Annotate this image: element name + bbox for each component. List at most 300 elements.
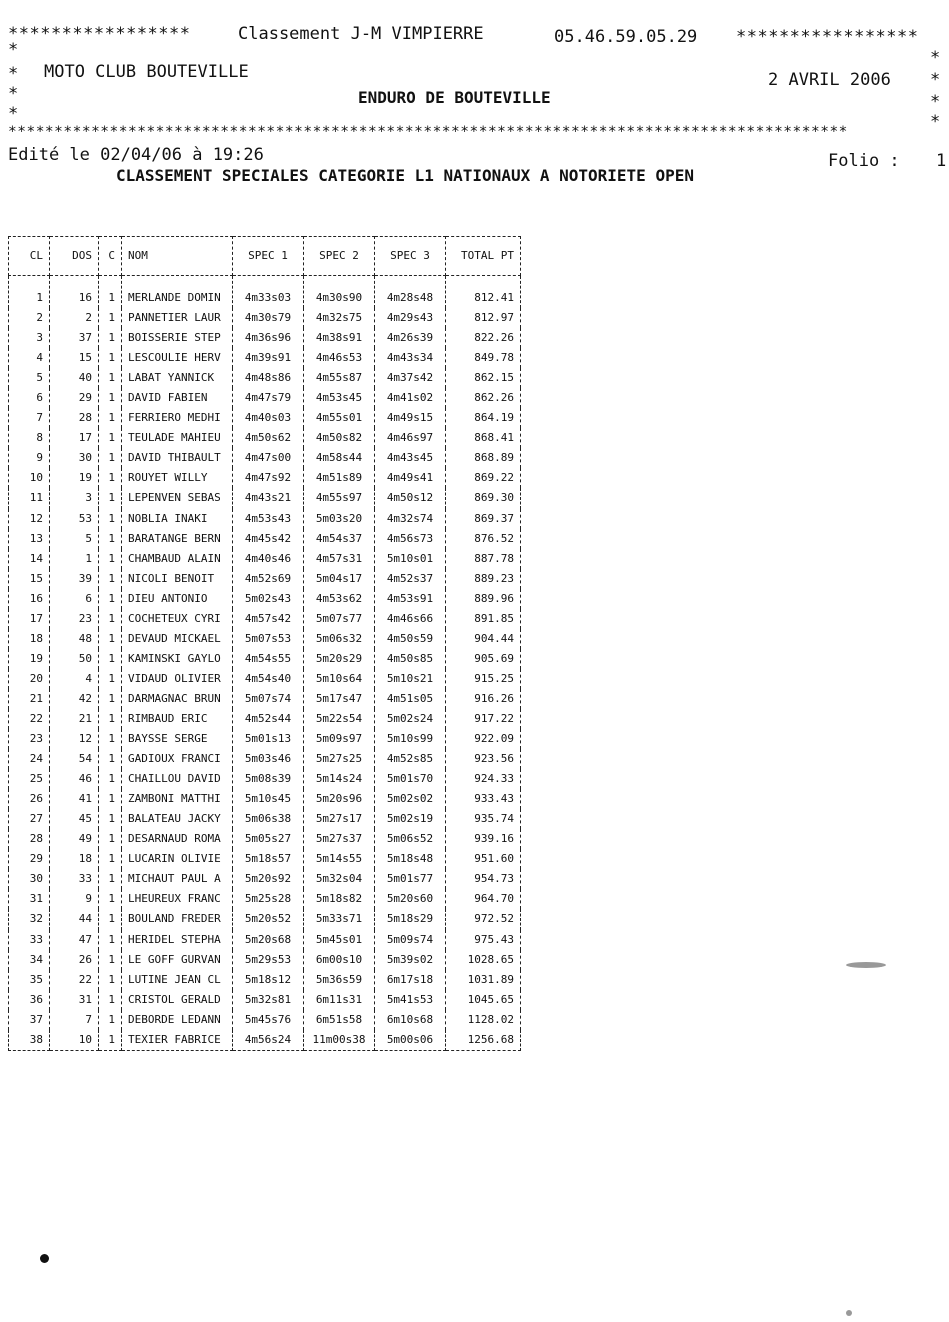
cell-spec3: 4m32s74 xyxy=(375,509,446,529)
cell-dos: 16 xyxy=(50,276,99,309)
cell-nom: DAVID FABIEN xyxy=(122,388,233,408)
scan-speck xyxy=(846,962,886,968)
cell-total: 939.16 xyxy=(446,829,521,849)
cell-total: 868.89 xyxy=(446,448,521,468)
cell-c: 1 xyxy=(99,509,122,529)
cell-nom: BOISSERIE STEP xyxy=(122,328,233,348)
table-row xyxy=(9,829,521,849)
cell-dos: 6 xyxy=(50,589,99,609)
cell-spec3: 4m26s39 xyxy=(375,328,446,348)
cell-spec2: 11m00s38 xyxy=(304,1030,375,1051)
cell-spec1: 5m07s74 xyxy=(233,689,304,709)
cell-cl: 38 xyxy=(9,1030,50,1051)
cell-spec3: 5m10s21 xyxy=(375,669,446,689)
cell-dos: 30 xyxy=(50,448,99,468)
cell-total: 954.73 xyxy=(446,869,521,889)
cell-c: 1 xyxy=(99,769,122,789)
table-row xyxy=(9,689,521,709)
cell-dos: 42 xyxy=(50,689,99,709)
cell-total: 849.78 xyxy=(446,348,521,368)
cell-nom: BALATEAU JACKY xyxy=(122,809,233,829)
cell-c: 1 xyxy=(99,328,122,348)
table-row xyxy=(9,909,521,929)
cell-cl: 27 xyxy=(9,809,50,829)
cell-total: 1028.65 xyxy=(446,950,521,970)
cell-spec2: 6m00s10 xyxy=(304,950,375,970)
table-row xyxy=(9,549,521,569)
cell-c: 1 xyxy=(99,488,122,508)
cell-cl: 17 xyxy=(9,609,50,629)
cell-cl: 23 xyxy=(9,729,50,749)
event-date: 2 AVRIL 2006 xyxy=(768,70,891,90)
cell-nom: ZAMBONI MATTHI xyxy=(122,789,233,809)
col-header-c: C xyxy=(99,237,122,276)
cell-spec1: 4m52s44 xyxy=(233,709,304,729)
cell-spec2: 4m38s91 xyxy=(304,328,375,348)
cell-dos: 22 xyxy=(50,970,99,990)
results-body xyxy=(9,276,521,1051)
border-star: * xyxy=(930,112,941,132)
cell-spec3: 5m10s99 xyxy=(375,729,446,749)
cell-spec3: 5m09s74 xyxy=(375,930,446,950)
col-header-total: TOTAL PT xyxy=(446,237,521,276)
cell-nom: DARMAGNAC BRUN xyxy=(122,689,233,709)
cell-total: 964.70 xyxy=(446,889,521,909)
cell-total: 951.60 xyxy=(446,849,521,869)
cell-spec2: 5m14s24 xyxy=(304,769,375,789)
cell-spec2: 5m27s17 xyxy=(304,809,375,829)
cell-nom: CRISTOL GERALD xyxy=(122,990,233,1010)
table-row xyxy=(9,328,521,348)
cell-spec3: 4m29s43 xyxy=(375,308,446,328)
cell-spec3: 4m28s48 xyxy=(375,276,446,309)
table-row xyxy=(9,749,521,769)
cell-c: 1 xyxy=(99,930,122,950)
table-row xyxy=(9,1010,521,1030)
cell-cl: 3 xyxy=(9,328,50,348)
cell-nom: DESARNAUD ROMA xyxy=(122,829,233,849)
cell-c: 1 xyxy=(99,669,122,689)
club-name: MOTO CLUB BOUTEVILLE xyxy=(44,62,249,82)
cell-spec1: 5m03s46 xyxy=(233,749,304,769)
cell-c: 1 xyxy=(99,448,122,468)
cell-spec2: 4m53s62 xyxy=(304,589,375,609)
cell-cl: 26 xyxy=(9,789,50,809)
cell-total: 869.22 xyxy=(446,468,521,488)
cell-c: 1 xyxy=(99,629,122,649)
cell-c: 1 xyxy=(99,549,122,569)
cell-spec2: 5m17s47 xyxy=(304,689,375,709)
cell-spec1: 4m47s92 xyxy=(233,468,304,488)
table-row xyxy=(9,428,521,448)
cell-nom: ROUYET WILLY xyxy=(122,468,233,488)
cell-spec3: 4m43s45 xyxy=(375,448,446,468)
cell-nom: COCHETEUX CYRI xyxy=(122,609,233,629)
cell-cl: 7 xyxy=(9,408,50,428)
cell-spec1: 5m45s76 xyxy=(233,1010,304,1030)
cell-nom: CHAILLOU DAVID xyxy=(122,769,233,789)
cell-cl: 18 xyxy=(9,629,50,649)
cell-nom: MERLANDE DOMIN xyxy=(122,276,233,309)
cell-c: 1 xyxy=(99,348,122,368)
table-row xyxy=(9,629,521,649)
cell-dos: 47 xyxy=(50,930,99,950)
cell-dos: 41 xyxy=(50,789,99,809)
event-title: ENDURO DE BOUTEVILLE xyxy=(358,88,551,107)
scan-speck xyxy=(846,1310,852,1316)
cell-spec2: 6m51s58 xyxy=(304,1010,375,1030)
table-row xyxy=(9,368,521,388)
cell-nom: GADIOUX FRANCI xyxy=(122,749,233,769)
cell-spec2: 4m55s01 xyxy=(304,408,375,428)
table-row xyxy=(9,609,521,629)
cell-dos: 15 xyxy=(50,348,99,368)
border-star: * xyxy=(930,70,941,90)
cell-spec2: 5m09s97 xyxy=(304,729,375,749)
cell-spec3: 5m18s48 xyxy=(375,849,446,869)
table-row xyxy=(9,669,521,689)
cell-spec3: 4m49s41 xyxy=(375,468,446,488)
cell-nom: BOULAND FREDER xyxy=(122,909,233,929)
cell-spec2: 4m55s87 xyxy=(304,368,375,388)
results-table xyxy=(8,236,521,1051)
cell-spec3: 4m51s05 xyxy=(375,689,446,709)
cell-spec3: 6m17s18 xyxy=(375,970,446,990)
cell-c: 1 xyxy=(99,408,122,428)
cell-spec1: 5m29s53 xyxy=(233,950,304,970)
table-row xyxy=(9,729,521,749)
cell-c: 1 xyxy=(99,869,122,889)
cell-spec2: 4m32s75 xyxy=(304,308,375,328)
cell-c: 1 xyxy=(99,849,122,869)
table-row xyxy=(9,930,521,950)
cell-spec2: 5m18s82 xyxy=(304,889,375,909)
scan-speck xyxy=(40,1254,49,1263)
table-row xyxy=(9,1030,521,1051)
cell-cl: 36 xyxy=(9,990,50,1010)
folio-value: 1 xyxy=(936,151,947,171)
cell-nom: LHEUREUX FRANC xyxy=(122,889,233,909)
cell-nom: DEVAUD MICKAEL xyxy=(122,629,233,649)
cell-total: 868.41 xyxy=(446,428,521,448)
table-row xyxy=(9,889,521,909)
cell-spec1: 4m54s40 xyxy=(233,669,304,689)
cell-total: 923.56 xyxy=(446,749,521,769)
cell-total: 889.23 xyxy=(446,569,521,589)
cell-cl: 32 xyxy=(9,909,50,929)
cell-spec3: 5m02s19 xyxy=(375,809,446,829)
cell-spec2: 5m32s04 xyxy=(304,869,375,889)
cell-nom: BARATANGE BERN xyxy=(122,529,233,549)
cell-total: 862.15 xyxy=(446,368,521,388)
cell-cl: 20 xyxy=(9,669,50,689)
cell-spec3: 4m52s85 xyxy=(375,749,446,769)
cell-spec3: 5m01s70 xyxy=(375,769,446,789)
cell-dos: 9 xyxy=(50,889,99,909)
cell-spec3: 4m50s59 xyxy=(375,629,446,649)
cell-nom: NOBLIA INAKI xyxy=(122,509,233,529)
cell-cl: 22 xyxy=(9,709,50,729)
table-row xyxy=(9,849,521,869)
cell-spec1: 5m01s13 xyxy=(233,729,304,749)
cell-spec1: 4m40s03 xyxy=(233,408,304,428)
cell-spec3: 4m37s42 xyxy=(375,368,446,388)
cell-cl: 33 xyxy=(9,930,50,950)
cell-c: 1 xyxy=(99,468,122,488)
category-title: CLASSEMENT SPECIALES CATEGORIE L1 NATIONAUX A NOTORIETE OPEN xyxy=(116,166,694,185)
table-row xyxy=(9,308,521,328)
cell-nom: VIDAUD OLIVIER xyxy=(122,669,233,689)
cell-dos: 26 xyxy=(50,950,99,970)
cell-cl: 9 xyxy=(9,448,50,468)
cell-spec1: 5m20s52 xyxy=(233,909,304,929)
cell-spec2: 4m50s82 xyxy=(304,428,375,448)
cell-spec2: 4m57s31 xyxy=(304,549,375,569)
cell-spec1: 4m45s42 xyxy=(233,529,304,549)
cell-total: 864.19 xyxy=(446,408,521,428)
cell-spec2: 4m46s53 xyxy=(304,348,375,368)
cell-spec2: 5m20s96 xyxy=(304,789,375,809)
cell-spec3: 4m46s97 xyxy=(375,428,446,448)
cell-dos: 12 xyxy=(50,729,99,749)
cell-spec1: 5m05s27 xyxy=(233,829,304,849)
cell-c: 1 xyxy=(99,529,122,549)
cell-total: 915.25 xyxy=(446,669,521,689)
cell-total: 975.43 xyxy=(446,930,521,950)
border-star: * xyxy=(8,84,19,104)
cell-dos: 40 xyxy=(50,368,99,388)
cell-total: 891.85 xyxy=(446,609,521,629)
table-row xyxy=(9,488,521,508)
cell-spec3: 4m49s15 xyxy=(375,408,446,428)
cell-c: 1 xyxy=(99,609,122,629)
table-row xyxy=(9,649,521,669)
cell-total: 935.74 xyxy=(446,809,521,829)
cell-dos: 18 xyxy=(50,849,99,869)
col-header-nom: NOM xyxy=(122,237,233,276)
edited-date: Edité le 02/04/06 à 19:26 xyxy=(8,145,264,165)
cell-c: 1 xyxy=(99,368,122,388)
cell-spec3: 5m20s60 xyxy=(375,889,446,909)
cell-c: 1 xyxy=(99,1010,122,1030)
cell-total: 887.78 xyxy=(446,549,521,569)
cell-dos: 45 xyxy=(50,809,99,829)
border-star: * xyxy=(930,92,941,112)
cell-spec1: 4m47s00 xyxy=(233,448,304,468)
cell-dos: 48 xyxy=(50,629,99,649)
cell-spec2: 5m07s77 xyxy=(304,609,375,629)
cell-nom: TEXIER FABRICE xyxy=(122,1030,233,1051)
border-star: * xyxy=(930,48,941,68)
cell-total: 905.69 xyxy=(446,649,521,669)
cell-spec3: 5m10s01 xyxy=(375,549,446,569)
cell-cl: 12 xyxy=(9,509,50,529)
cell-nom: TEULADE MAHIEU xyxy=(122,428,233,448)
cell-c: 1 xyxy=(99,1030,122,1051)
cell-spec3: 4m53s91 xyxy=(375,589,446,609)
cell-spec1: 5m20s92 xyxy=(233,869,304,889)
table-row xyxy=(9,769,521,789)
cell-spec2: 5m20s29 xyxy=(304,649,375,669)
cell-dos: 29 xyxy=(50,388,99,408)
cell-total: 917.22 xyxy=(446,709,521,729)
table-row xyxy=(9,529,521,549)
classement-label: Classement J-M VIMPIERRE xyxy=(238,24,484,44)
cell-cl: 29 xyxy=(9,849,50,869)
cell-dos: 10 xyxy=(50,1030,99,1051)
table-row xyxy=(9,970,521,990)
cell-dos: 37 xyxy=(50,328,99,348)
border-star: * xyxy=(8,64,19,84)
cell-cl: 28 xyxy=(9,829,50,849)
cell-nom: LUTINE JEAN CL xyxy=(122,970,233,990)
cell-spec1: 4m43s21 xyxy=(233,488,304,508)
cell-spec2: 4m58s44 xyxy=(304,448,375,468)
cell-cl: 19 xyxy=(9,649,50,669)
cell-spec3: 5m41s53 xyxy=(375,990,446,1010)
cell-c: 1 xyxy=(99,388,122,408)
border-star: * xyxy=(8,40,19,60)
cell-cl: 25 xyxy=(9,769,50,789)
cell-spec1: 5m25s28 xyxy=(233,889,304,909)
cell-cl: 13 xyxy=(9,529,50,549)
cell-c: 1 xyxy=(99,308,122,328)
cell-total: 812.97 xyxy=(446,308,521,328)
cell-dos: 2 xyxy=(50,308,99,328)
cell-dos: 28 xyxy=(50,408,99,428)
cell-spec1: 5m08s39 xyxy=(233,769,304,789)
cell-spec2: 5m04s17 xyxy=(304,569,375,589)
cell-cl: 30 xyxy=(9,869,50,889)
cell-nom: RIMBAUD ERIC xyxy=(122,709,233,729)
cell-spec3: 4m50s85 xyxy=(375,649,446,669)
cell-spec3: 4m46s66 xyxy=(375,609,446,629)
cell-dos: 21 xyxy=(50,709,99,729)
table-row xyxy=(9,448,521,468)
cell-nom: DEBORDE LEDANN xyxy=(122,1010,233,1030)
cell-c: 1 xyxy=(99,789,122,809)
cell-spec3: 5m02s02 xyxy=(375,789,446,809)
cell-c: 1 xyxy=(99,709,122,729)
table-row xyxy=(9,468,521,488)
cell-total: 916.26 xyxy=(446,689,521,709)
cell-dos: 1 xyxy=(50,549,99,569)
cell-total: 812.41 xyxy=(446,276,521,309)
cell-total: 862.26 xyxy=(446,388,521,408)
cell-cl: 5 xyxy=(9,368,50,388)
cell-spec3: 4m52s37 xyxy=(375,569,446,589)
cell-spec3: 5m00s06 xyxy=(375,1030,446,1051)
cell-dos: 44 xyxy=(50,909,99,929)
table-row xyxy=(9,789,521,809)
cell-cl: 31 xyxy=(9,889,50,909)
cell-nom: LUCARIN OLIVIE xyxy=(122,849,233,869)
folio-label: Folio : xyxy=(828,151,900,171)
cell-c: 1 xyxy=(99,889,122,909)
cell-total: 869.30 xyxy=(446,488,521,508)
cell-c: 1 xyxy=(99,729,122,749)
cell-spec1: 4m48s86 xyxy=(233,368,304,388)
cell-dos: 3 xyxy=(50,488,99,508)
cell-spec1: 5m18s12 xyxy=(233,970,304,990)
cell-spec3: 4m56s73 xyxy=(375,529,446,549)
cell-spec1: 4m36s96 xyxy=(233,328,304,348)
cell-spec2: 6m11s31 xyxy=(304,990,375,1010)
cell-cl: 6 xyxy=(9,388,50,408)
cell-spec2: 5m03s20 xyxy=(304,509,375,529)
cell-nom: LESCOULIE HERV xyxy=(122,348,233,368)
cell-spec2: 4m30s90 xyxy=(304,276,375,309)
cell-total: 972.52 xyxy=(446,909,521,929)
cell-nom: LEPENVEN SEBAS xyxy=(122,488,233,508)
cell-nom: DAVID THIBAULT xyxy=(122,448,233,468)
table-row xyxy=(9,276,521,309)
cell-c: 1 xyxy=(99,689,122,709)
cell-nom: LABAT YANNICK xyxy=(122,368,233,388)
cell-dos: 50 xyxy=(50,649,99,669)
cell-spec2: 5m10s64 xyxy=(304,669,375,689)
cell-cl: 24 xyxy=(9,749,50,769)
cell-spec1: 4m57s42 xyxy=(233,609,304,629)
cell-cl: 14 xyxy=(9,549,50,569)
table-row xyxy=(9,348,521,368)
cell-nom: HERIDEL STEPHA xyxy=(122,930,233,950)
cell-spec3: 6m10s68 xyxy=(375,1010,446,1030)
cell-c: 1 xyxy=(99,909,122,929)
phone-number: 05.46.59.05.29 xyxy=(554,27,698,47)
header-stars-left: ***************** xyxy=(8,24,191,44)
cell-nom: KAMINSKI GAYLO xyxy=(122,649,233,669)
col-header-spec2: SPEC 2 xyxy=(304,237,375,276)
cell-dos: 33 xyxy=(50,869,99,889)
table-row xyxy=(9,950,521,970)
cell-c: 1 xyxy=(99,990,122,1010)
cell-cl: 21 xyxy=(9,689,50,709)
cell-dos: 31 xyxy=(50,990,99,1010)
table-row xyxy=(9,990,521,1010)
col-header-spec1: SPEC 1 xyxy=(233,237,304,276)
cell-cl: 15 xyxy=(9,569,50,589)
table-row xyxy=(9,509,521,529)
cell-spec2: 4m53s45 xyxy=(304,388,375,408)
cell-nom: NICOLI BENOIT xyxy=(122,569,233,589)
cell-cl: 16 xyxy=(9,589,50,609)
cell-spec3: 4m43s34 xyxy=(375,348,446,368)
cell-spec3: 5m06s52 xyxy=(375,829,446,849)
cell-spec1: 5m10s45 xyxy=(233,789,304,809)
cell-dos: 5 xyxy=(50,529,99,549)
cell-c: 1 xyxy=(99,950,122,970)
cell-spec1: 4m56s24 xyxy=(233,1030,304,1051)
cell-spec2: 4m55s97 xyxy=(304,488,375,508)
table-row xyxy=(9,569,521,589)
cell-spec3: 5m01s77 xyxy=(375,869,446,889)
cell-total: 1128.02 xyxy=(446,1010,521,1030)
cell-spec2: 5m33s71 xyxy=(304,909,375,929)
cell-spec3: 4m41s02 xyxy=(375,388,446,408)
cell-c: 1 xyxy=(99,970,122,990)
cell-cl: 10 xyxy=(9,468,50,488)
cell-c: 1 xyxy=(99,428,122,448)
cell-spec2: 5m45s01 xyxy=(304,930,375,950)
cell-dos: 49 xyxy=(50,829,99,849)
cell-cl: 4 xyxy=(9,348,50,368)
col-header-dos: DOS xyxy=(50,237,99,276)
cell-spec2: 5m22s54 xyxy=(304,709,375,729)
col-header-spec3: SPEC 3 xyxy=(375,237,446,276)
cell-spec1: 5m20s68 xyxy=(233,930,304,950)
cell-spec1: 5m06s38 xyxy=(233,809,304,829)
